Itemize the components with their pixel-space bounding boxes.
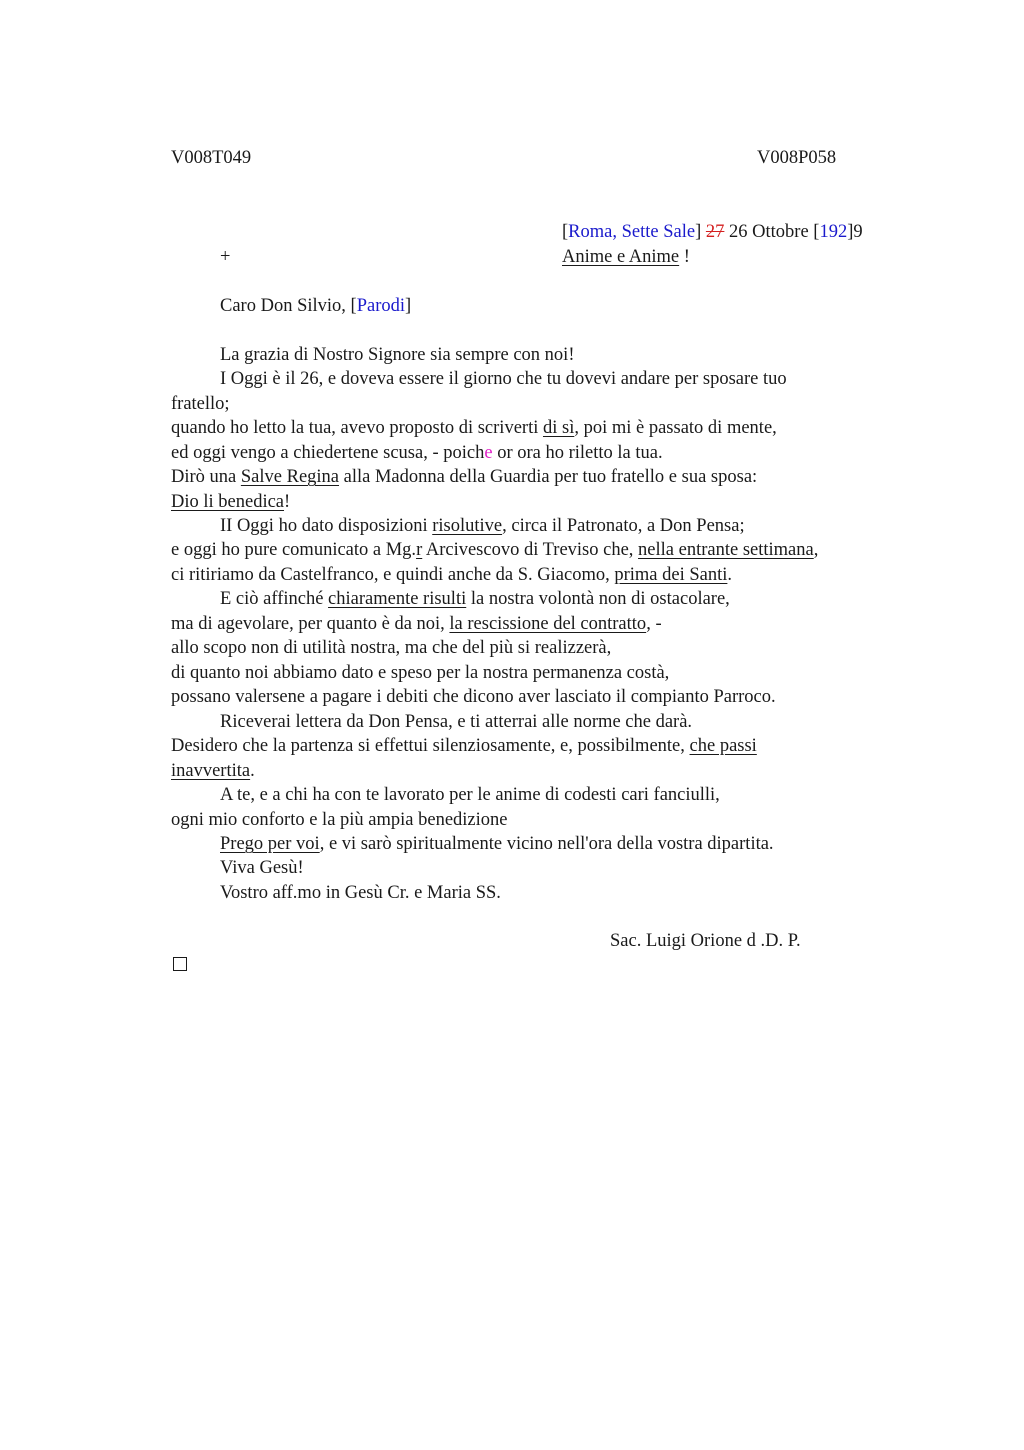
letter-line bbox=[171, 734, 757, 758]
text-run: alla Madonna della Guardia per tuo fratello e sua sposa: bbox=[339, 467, 758, 487]
letter-line bbox=[171, 490, 290, 514]
text-run: la nostra volontà non di ostacolare, bbox=[466, 589, 730, 609]
text-run: quando ho letto la tua, avevo proposto di scriverti bbox=[171, 418, 543, 438]
cross-mark: + bbox=[220, 247, 231, 267]
letter-line bbox=[220, 514, 745, 538]
text-run: or ora ho riletto la tua. bbox=[492, 443, 663, 463]
motto bbox=[562, 245, 690, 269]
left-code: V008T049 bbox=[171, 148, 252, 168]
letter-line: Vostro aff.mo in Gesù Cr. e Maria SS. bbox=[220, 883, 501, 903]
letter-line bbox=[171, 563, 732, 587]
dateline-deleted-day: 27 bbox=[705, 222, 725, 242]
letter-line: ogni mio conforto e la più ampia benedizione bbox=[171, 810, 508, 830]
letter-line: Riceverai lettera da Don Pensa, e ti atterrai alle norme che darà. bbox=[220, 712, 693, 732]
text-run: , poi mi è passato di mente, bbox=[574, 418, 777, 438]
text-run: E ciò affinché bbox=[220, 589, 329, 609]
underlined-text: inavvertita bbox=[171, 761, 251, 781]
salutation-text: Caro Don Silvio, bbox=[220, 296, 351, 316]
corrected-letter: e bbox=[484, 443, 493, 463]
letter-line bbox=[220, 587, 730, 611]
letter-line bbox=[171, 416, 777, 440]
dateline-place: Roma, Sette Sale bbox=[568, 222, 696, 242]
text-run: II Oggi ho dato disposizioni bbox=[220, 516, 433, 536]
motto-exclaim: ! bbox=[679, 247, 690, 267]
letter-line bbox=[220, 832, 774, 856]
letter-line: La grazia di Nostro Signore sia sempre con noi! bbox=[220, 345, 575, 365]
underlined-text: di sì bbox=[542, 418, 575, 438]
letter-line: possano valersene a pagare i debiti che dicono aver lasciato il compianto Parroco. bbox=[171, 687, 776, 707]
letter-line: I Oggi è il 26, e doveva essere il giorno che tu dovevi andare per sposare tuo bbox=[220, 369, 787, 389]
dateline-year-end: 9 bbox=[853, 222, 863, 242]
letter-line bbox=[171, 465, 757, 489]
text-run: . bbox=[727, 565, 733, 585]
underlined-text: chiaramente risulti bbox=[328, 589, 467, 609]
right-code: V008P058 bbox=[757, 148, 837, 168]
text-run: , e vi sarò spiritualmente vicino nell'ora della vostra dipartita. bbox=[319, 834, 774, 854]
letter-line: fratello; bbox=[171, 394, 230, 414]
salutation-close: ] bbox=[405, 296, 412, 316]
text-run: ma di agevolare, per quanto è da noi, bbox=[171, 614, 450, 634]
signature: Sac. Luigi Orione d .D. P. bbox=[610, 931, 801, 951]
text-run: , bbox=[813, 540, 819, 560]
letter-line bbox=[171, 759, 255, 783]
salutation bbox=[220, 294, 411, 318]
dateline bbox=[562, 220, 863, 244]
underlined-text: Salve Regina bbox=[240, 467, 340, 487]
checkbox-square-icon bbox=[173, 957, 187, 971]
dateline-open: [ bbox=[562, 222, 569, 242]
text-run: Desidero che la partenza si effettui silenziosamente, e, possibilmente, bbox=[171, 736, 690, 756]
letter-line bbox=[171, 612, 662, 636]
letter-line bbox=[171, 441, 663, 465]
text-run: ed oggi vengo a chiedertene scusa, - poich bbox=[171, 443, 485, 463]
text-run: Arcivescovo di Treviso che, bbox=[422, 540, 639, 560]
underlined-text: risolutive bbox=[432, 516, 503, 536]
dateline-year-insert: 192 bbox=[819, 222, 848, 242]
text-run: Dirò una bbox=[171, 467, 241, 487]
underlined-text: la rescissione del contratto bbox=[449, 614, 647, 634]
text-run: ci ritiriamo da Castelfranco, e quindi anche da S. Giacomo, bbox=[171, 565, 615, 585]
salutation-open: [ bbox=[350, 296, 357, 316]
text-run: . bbox=[250, 761, 255, 781]
underlined-text: che passi bbox=[689, 736, 757, 756]
text-run: , - bbox=[646, 614, 662, 634]
text-run: , circa il Patronato, a Don Pensa; bbox=[502, 516, 745, 536]
letter-line: Viva Gesù! bbox=[220, 858, 304, 878]
salutation-name: Parodi bbox=[356, 296, 406, 316]
underlined-text: nella entrante settimana bbox=[638, 540, 814, 560]
underlined-text: Prego per voi bbox=[220, 834, 320, 854]
dateline-year-open: [ bbox=[813, 222, 820, 242]
text-run: ! bbox=[284, 492, 291, 512]
dateline-year-close: ] bbox=[847, 222, 854, 242]
motto-text: Anime e Anime bbox=[562, 247, 680, 267]
letter-line: allo scopo non di utilità nostra, ma che del più si realizzerà, bbox=[171, 638, 612, 658]
letter-line bbox=[171, 538, 818, 562]
underlined-text: prima dei Santi bbox=[614, 565, 728, 585]
dateline-close: ] bbox=[695, 222, 702, 242]
letter-line: di quanto noi abbiamo dato e speso per la nostra permanenza costà, bbox=[171, 663, 670, 683]
underlined-text: Dio li benedica bbox=[171, 492, 285, 512]
underlined-text: r bbox=[416, 540, 423, 560]
letter-line: A te, e a chi ha con te lavorato per le anime di codesti cari fanciulli, bbox=[220, 785, 720, 805]
dateline-date: 26 Ottobre bbox=[729, 222, 809, 242]
text-run: e oggi ho pure comunicato a Mg. bbox=[171, 540, 417, 560]
